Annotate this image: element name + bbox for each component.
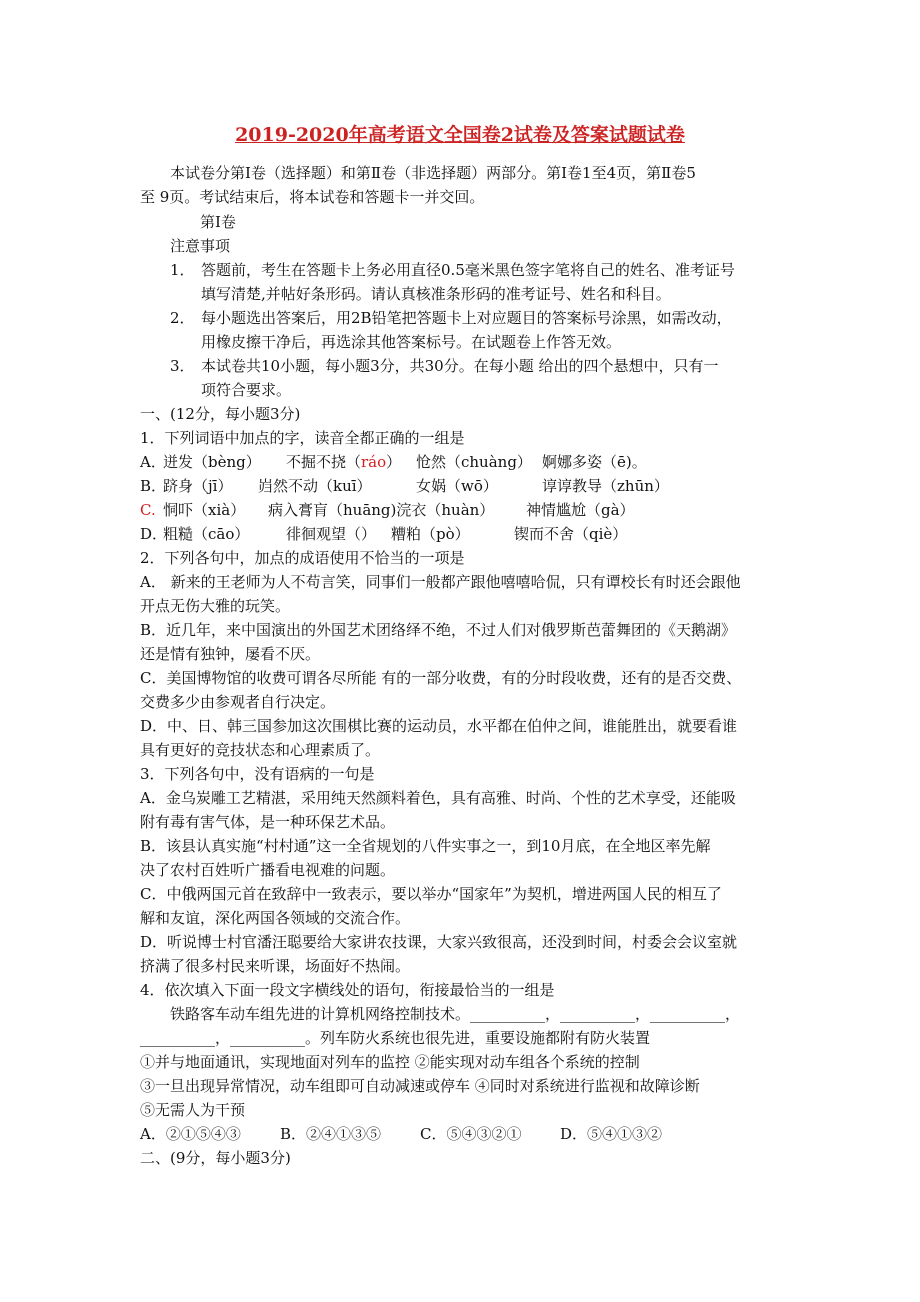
- q1-option-c-word-3: 神情尴尬（gà）: [526, 501, 635, 519]
- q3-line-3: B．该县认真实施“村村通”这一全省规划的八件实事之一，到10月底，在全地区率先解: [140, 837, 711, 855]
- q1-option-a-letter: A．: [140, 453, 166, 471]
- q3-line-1: A．金乌炭雕工艺精湛，采用纯天然颜料着色，具有高雅、时尚、个性的艺术享受，还能吸: [140, 789, 736, 807]
- q1-option-d-word-1: 粗糙（cāo）: [163, 525, 250, 543]
- q2-line-6: 交费多少由参观者自行决定。: [140, 693, 336, 711]
- q3-line-7: D．听说博士村官潘汪聪要给大家讲农技课，大家兴致很高，还没到时间，村委会会议室就: [140, 933, 738, 951]
- section-1-heading: 一、(12分，每小题3分): [140, 405, 301, 423]
- q4-items-line-2: ③一旦出现异常情况，动车组即可自动减速或停车 ④同时对系统进行监视和故障诊断: [140, 1077, 700, 1095]
- q3-line-6: 解和友谊，深化两国各领域的交流合作。: [140, 909, 411, 927]
- q3-line-4: 决了农村百姓听广播看电视难的问题。: [140, 861, 396, 879]
- q2-line-5: C．美国博物馆的收费可谓各尽所能 有的一部分收费，有的分时段收费，还有的是否交费、: [140, 669, 742, 687]
- q1-option-c-word-2: 病入膏肓（huāng)浣衣（huàn）: [268, 501, 495, 519]
- q2-line-3: B．近几年，来中国演出的外国艺术团络绎不绝，不过人们对俄罗斯芭蕾舞团的《天鹅湖》: [140, 621, 737, 639]
- notice-3-number: 3．: [170, 357, 195, 375]
- q2-line-2: 开点无伤大雅的玩笑。: [140, 597, 291, 615]
- q1-option-b-word-2: 岿然不动（kuī）: [258, 477, 372, 495]
- notice-3-line-2: 项符合要求。: [201, 381, 292, 399]
- q2-line-7: D．中、日、韩三国参加这次围棋比赛的运动员，水平都在伯仲之间，谁能胜出，就要看谁: [140, 717, 738, 735]
- q1-option-a-word-4: 婀娜多姿（ē)。: [542, 453, 647, 471]
- q3-line-2: 附有毒有害气体，是一种环保艺术品。: [140, 813, 396, 831]
- q4-passage-line-2: __________，__________。列车防火系统也很先进，重要设施都附有防火装置: [140, 1029, 651, 1047]
- q1-option-d-word-4: 锲而不舍（qiè）: [514, 525, 628, 543]
- question-2-stem: 2．下列各句中，加点的成语使用不恰当的一项是: [140, 549, 465, 567]
- q1-option-d-word-2: 徘徊观望（）: [286, 525, 377, 543]
- notice-1-number: 1．: [170, 261, 195, 279]
- q1-option-a-highlight: ráo: [361, 453, 387, 471]
- q4-choice-b: B．②④①③⑤: [280, 1125, 382, 1143]
- q1-option-b-letter: B．: [140, 477, 167, 495]
- q1-option-a-word-2: 不掘不挠（ráo）: [286, 453, 402, 471]
- notice-2-line-1: 每小题选出答案后，用2B铅笔把答题卡上对应题目的答案标号涂黑，如需改动，: [201, 309, 732, 327]
- notice-3-line-1: 本试卷共10小题，每小题3分，共30分。在每小题 给出的四个悬想中，只有一: [201, 357, 719, 375]
- q4-items-line-3: ⑤无需人为干预: [140, 1101, 246, 1119]
- q4-choice-a: A．②①⑤④③: [140, 1125, 241, 1143]
- q1-option-c-word-1: 恫吓（xià）: [163, 501, 246, 519]
- question-4-stem: 4．依次填入下面一段文字横线处的语句，衔接最恰当的一组是: [140, 981, 555, 999]
- question-3-stem: 3．下列各句中，没有语病的一句是: [140, 765, 375, 783]
- q1-option-b-word-1: 跻身（jī）: [163, 477, 233, 495]
- q3-line-8: 挤满了很多村民来听课，场面好不热闹。: [140, 957, 411, 975]
- q3-line-5: C．中俄两国元首在致辞中一致表示，要以举办“国家年”为契机，增进两国人民的相互了: [140, 885, 722, 903]
- notice-2-line-2: 用橡皮擦干净后，再选涂其他答案标号。在试题卷上作答无效。: [201, 333, 622, 351]
- section-2-heading: 二、(9分，每小题3分): [140, 1149, 291, 1167]
- q2-line-8: 具有更好的竞技状态和心理素质了。: [140, 741, 381, 759]
- q2-line-1: A． 新来的王老师为人不苟言笑，同事们一般都产跟他嘻嘻哈侃，只有谭校长有时还会跟他: [140, 573, 741, 591]
- volume-label: 第Ⅰ卷: [200, 213, 236, 231]
- q1-option-c-letter: C.: [140, 501, 156, 519]
- q1-option-a-word-1: 迸发（bèng）: [163, 453, 261, 471]
- q1-option-d-word-3: 糟粕（pò）: [391, 525, 470, 543]
- q4-items-line-1: ①并与地面通讯，实现地面对列车的监控 ②能实现对动车组各个系统的控制: [140, 1053, 640, 1071]
- q4-passage-line-1: 铁路客车动车组先进的计算机网络控制技术。__________，__________，__________，: [170, 1005, 741, 1023]
- intro-line-2: 至 9页。考试结束后，将本试卷和答题卡一并交回。: [140, 188, 485, 206]
- q1-option-b-word-4: 谆谆教导（zhūn）: [542, 477, 669, 495]
- q4-choice-c: C．⑤④③②①: [420, 1125, 522, 1143]
- document-title: 2019-2020年高考语文全国卷2试卷及答案试题试卷: [235, 124, 685, 146]
- notice-heading: 注意事项: [170, 237, 231, 255]
- intro-line-1: 本试卷分第Ⅰ卷（选择题）和第Ⅱ卷（非选择题）两部分。第Ⅰ卷1至4页，第Ⅱ卷5: [170, 164, 696, 182]
- q1-option-a-word-3: 怆然（chuàng）: [416, 453, 532, 471]
- notice-2-number: 2．: [170, 309, 195, 327]
- q2-line-4: 还是情有独钟，屡看不厌。: [140, 645, 321, 663]
- q1-option-b-word-3: 女娲（wō）: [416, 477, 498, 495]
- q4-choice-d: D．⑤④①③②: [560, 1125, 663, 1143]
- notice-1-line-1: 答题前，考生在答题卡上务必用直径0.5毫米黑色签字笔将自己的姓名、准考证号: [201, 261, 735, 279]
- question-1-stem: 1．下列词语中加点的字，读音全都正确的一组是: [140, 429, 465, 447]
- notice-1-line-2: 填写清楚,并帖好条形码。请认真核准条形码的准考证号、姓名和科目。: [201, 285, 671, 303]
- q1-option-d-letter: D．: [140, 525, 168, 543]
